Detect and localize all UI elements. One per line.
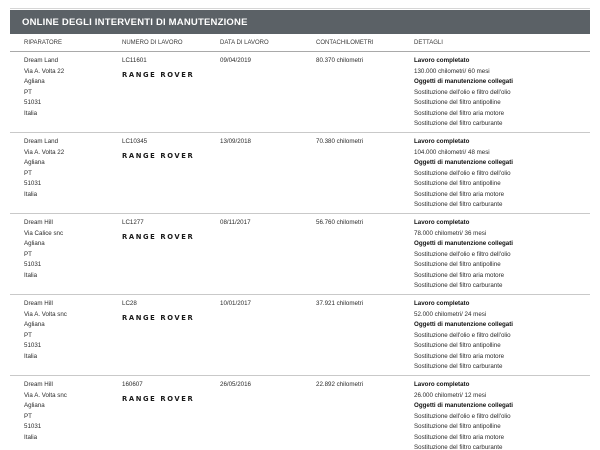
job-number: 160607 — [122, 381, 143, 388]
repairer-line: 51031 — [24, 423, 42, 430]
repairer-address — [24, 218, 63, 281]
maintenance-item: Sostituzione del filtro antipolline — [414, 342, 501, 349]
job-details — [414, 137, 513, 211]
odometer-reading: 22.892 chilometri — [316, 381, 364, 388]
job-number: LC10345 — [122, 138, 148, 145]
linked-items-label: Oggetti di manutenzione collegati — [414, 78, 514, 85]
repairer-line: Italia — [24, 190, 38, 198]
linked-items-label: Oggetti di manutenzione collegati — [414, 240, 514, 247]
repairer-line: PT — [24, 412, 32, 420]
odometer-reading: 80.370 chilometri — [316, 57, 364, 64]
repairer-address — [24, 380, 67, 443]
service-interval: 104.000 chilometri/ 48 mesi — [414, 148, 490, 156]
service-interval: 52.000 chilometri/ 24 mesi — [414, 310, 487, 318]
range-rover-logo: RANGE ROVER — [122, 70, 195, 79]
column-header-numero: NUMERO DI LAVORO — [122, 40, 183, 46]
maintenance-item: Sostituzione del filtro aria motore — [414, 271, 505, 279]
repairer-line: PT — [24, 250, 32, 258]
job-number-cell — [122, 380, 194, 404]
column-header-data: DATA DI LAVORO — [220, 40, 269, 46]
range-rover-logo: RANGE ROVER — [122, 394, 195, 403]
job-details — [414, 56, 513, 130]
repairer-line: Dream Hill — [24, 300, 53, 307]
repairer-line: Dream Land — [24, 138, 59, 145]
repairer-line: Dream Hill — [24, 381, 53, 388]
repairer-line: Italia — [24, 433, 38, 441]
repairer-line: Italia — [24, 271, 38, 279]
job-status: Lavoro completato — [414, 381, 470, 388]
table-row — [10, 133, 590, 214]
repairer-line: PT — [24, 169, 32, 177]
section-title: ONLINE DEGLI INTERVENTI DI MANUTENZIONE — [22, 16, 248, 28]
maintenance-item: Sostituzione del filtro carburante — [414, 120, 503, 127]
maintenance-item: Sostituzione del filtro carburante — [414, 201, 503, 208]
job-details — [414, 380, 513, 450]
maintenance-item: Sostituzione del filtro antipolline — [414, 261, 501, 268]
job-number: LC28 — [122, 300, 137, 307]
range-rover-logo: RANGE ROVER — [122, 151, 195, 160]
repairer-line: 51031 — [24, 342, 42, 349]
job-details — [414, 299, 513, 373]
job-number-cell — [122, 56, 194, 80]
odometer-reading: 56.760 chilometri — [316, 219, 364, 226]
repairer-line: Agliana — [24, 402, 45, 409]
maintenance-item: Sostituzione del filtro carburante — [414, 363, 503, 370]
repairer-line: Italia — [24, 352, 38, 360]
repairer-address — [24, 137, 64, 200]
job-number-cell — [122, 137, 194, 161]
job-date: 10/01/2017 — [220, 300, 251, 307]
maintenance-item: Sostituzione del filtro antipolline — [414, 180, 501, 187]
job-number-cell — [122, 299, 194, 323]
maintenance-item: Sostituzione del filtro carburante — [414, 444, 503, 450]
repairer-line: Via A. Volta snc — [24, 391, 67, 399]
odometer-reading: 70.380 chilometri — [316, 138, 364, 145]
repairer-line: Dream Land — [24, 57, 59, 64]
repairer-line: 51031 — [24, 99, 42, 106]
maintenance-item: Sostituzione del filtro antipolline — [414, 99, 501, 106]
repairer-line: Agliana — [24, 240, 45, 247]
job-date: 26/05/2016 — [220, 381, 251, 388]
repairer-line: Agliana — [24, 159, 45, 166]
service-interval: 130.000 chilometri/ 60 mesi — [414, 67, 490, 75]
job-status: Lavoro completato — [414, 300, 470, 307]
column-header-riparatore: RIPARATORE — [24, 40, 63, 46]
maintenance-item: Sostituzione dell'olio e filtro dell'olio — [414, 169, 511, 177]
job-details — [414, 218, 513, 292]
range-rover-logo: RANGE ROVER — [122, 232, 195, 241]
maintenance-item: Sostituzione dell'olio e filtro dell'olio — [414, 331, 511, 339]
job-status: Lavoro completato — [414, 57, 470, 64]
job-date: 08/11/2017 — [220, 219, 251, 226]
repairer-line: Via A. Volta 22 — [24, 148, 65, 156]
job-status: Lavoro completato — [414, 138, 470, 145]
table-header — [10, 38, 590, 50]
job-number-cell — [122, 218, 194, 242]
linked-items-label: Oggetti di manutenzione collegati — [414, 402, 514, 409]
top-divider — [10, 0, 590, 9]
repairer-line: Agliana — [24, 78, 45, 85]
maintenance-item: Sostituzione del filtro antipolline — [414, 423, 501, 430]
repairer-line: Agliana — [24, 321, 45, 328]
job-number: LC11601 — [122, 57, 147, 64]
table-row — [10, 376, 590, 450]
repairer-line: Via A. Volta 22 — [24, 67, 65, 75]
maintenance-item: Sostituzione del filtro aria motore — [414, 352, 505, 360]
repairer-line: Via A. Volta snc — [24, 310, 67, 318]
linked-items-label: Oggetti di manutenzione collegati — [414, 321, 514, 328]
column-header-km: CONTACHILOMETRI — [316, 40, 374, 46]
maintenance-item: Sostituzione del filtro carburante — [414, 282, 503, 289]
section-title-bar — [10, 10, 590, 34]
service-table-body — [10, 52, 590, 450]
maintenance-item: Sostituzione del filtro aria motore — [414, 433, 505, 441]
service-interval: 26.000 chilometri/ 12 mesi — [414, 391, 487, 399]
maintenance-item: Sostituzione dell'olio e filtro dell'olio — [414, 250, 511, 258]
column-header-dettagli: DETTAGLI — [414, 40, 443, 46]
job-date: 09/04/2019 — [220, 57, 251, 64]
job-date: 13/09/2018 — [220, 138, 251, 145]
repairer-line: PT — [24, 331, 32, 339]
repairer-address — [24, 299, 67, 362]
repairer-line: 51031 — [24, 180, 42, 187]
table-row — [10, 52, 590, 133]
repairer-line: PT — [24, 88, 32, 96]
repairer-line: Italia — [24, 109, 38, 117]
maintenance-item: Sostituzione dell'olio e filtro dell'olio — [414, 412, 511, 420]
repairer-line: 51031 — [24, 261, 42, 268]
repairer-line: Dream Hill — [24, 219, 53, 226]
job-status: Lavoro completato — [414, 219, 470, 226]
table-row — [10, 295, 590, 376]
table-row — [10, 214, 590, 295]
range-rover-logo: RANGE ROVER — [122, 313, 195, 322]
repairer-line: Via Calice snc — [24, 229, 64, 237]
maintenance-item: Sostituzione del filtro aria motore — [414, 109, 505, 117]
job-number: LC1277 — [122, 219, 144, 226]
maintenance-item: Sostituzione dell'olio e filtro dell'olio — [414, 88, 511, 96]
linked-items-label: Oggetti di manutenzione collegati — [414, 159, 514, 166]
repairer-address — [24, 56, 64, 119]
service-interval: 78.000 chilometri/ 36 mesi — [414, 229, 487, 237]
odometer-reading: 37.921 chilometri — [316, 300, 364, 307]
maintenance-item: Sostituzione del filtro aria motore — [414, 190, 505, 198]
